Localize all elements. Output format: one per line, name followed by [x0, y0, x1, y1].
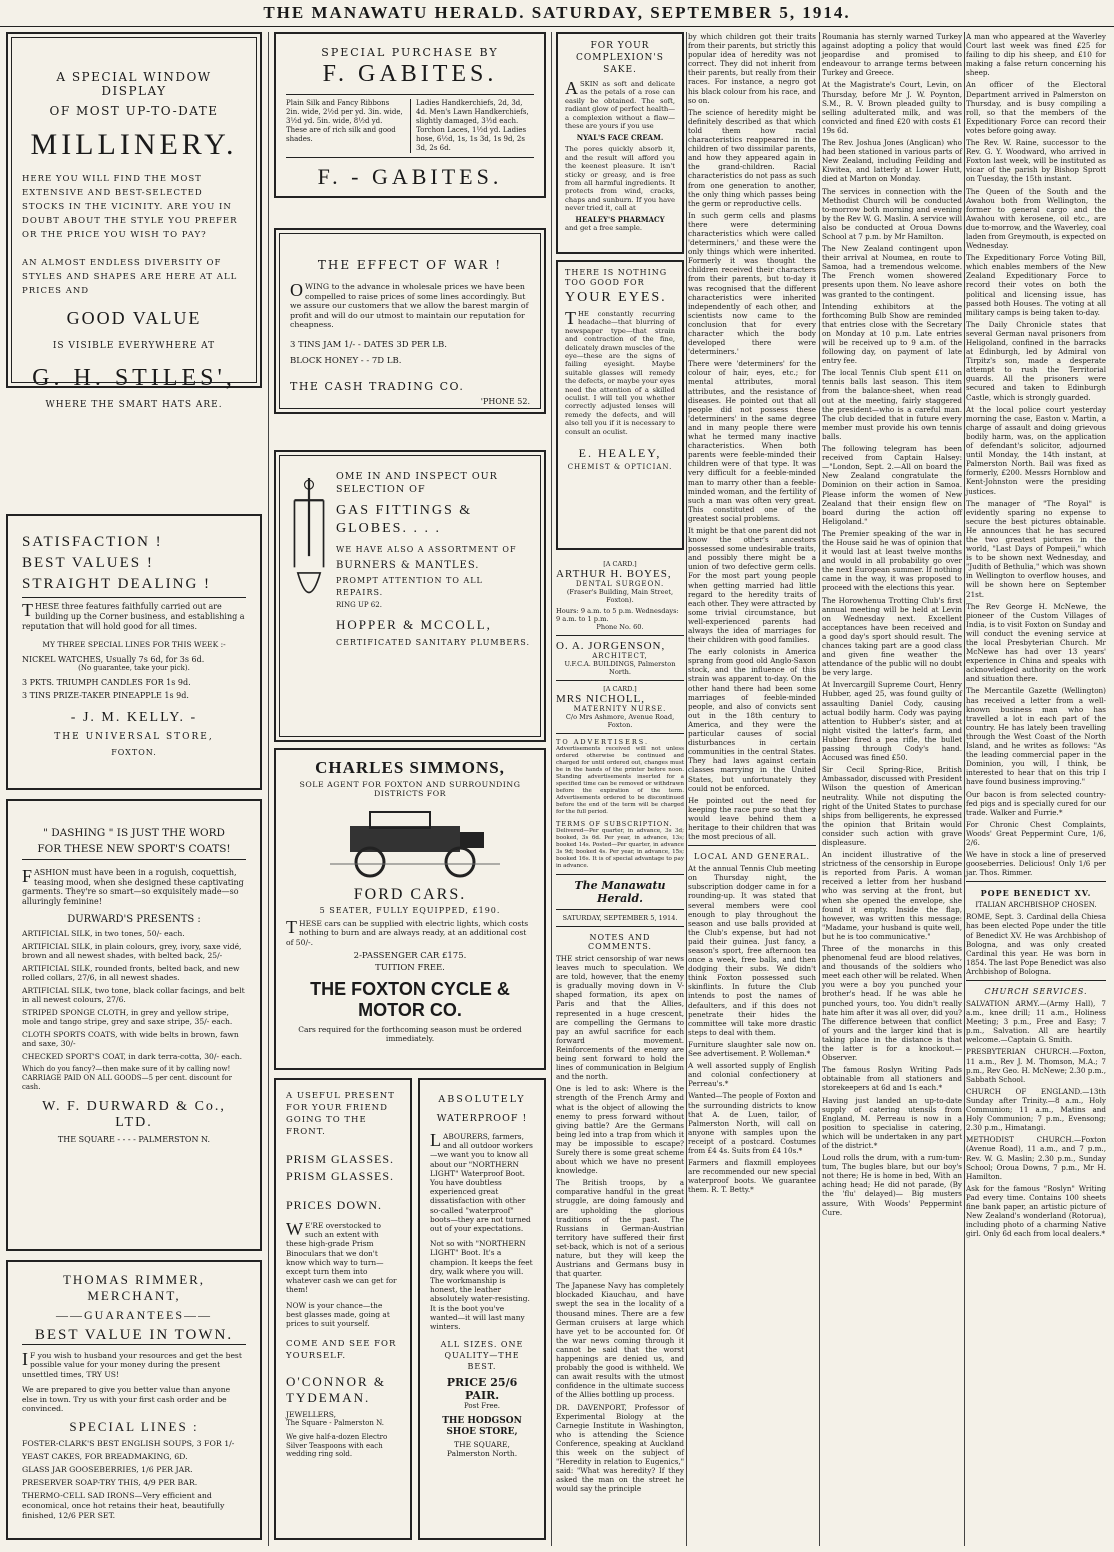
item-list — [22, 1439, 246, 1521]
ad-headline: MILLINERY. — [30, 128, 238, 161]
column-rule — [551, 32, 552, 1546]
paragraph: by which children got their traits from their parents, but strictly this popular idea of heredity was not correct. They did not inherit from their parents, but really from their races. For instance, a negro got his black colour from his race, and so on. — [688, 32, 816, 105]
card-label: [A CARD.] — [603, 685, 637, 693]
list-item: THERMO-CELL SAD IRONS—Very efficient and economical, once hot retains their heat, beautifully finished, 12/6 PER SET. — [22, 1491, 225, 1521]
ad-paragraph: FASHION must have been in a roguish, coquettish, teasing mood, when she designed these captivating garments. They're so smart—so exquisitely made—so alluringly feminine! — [22, 866, 244, 906]
paragraph: At the local police court yesterday morning the case, Easton v. Martin, a charge of assault and doing grievous bodily harm, was, on the application of defendant's solicitor, adjourned until Monday, the 14th instant, at Palmerston North. Bail was fixed as formerly, £200. Messrs Hornblow and Kent-Johnston were the presiding justices. — [966, 404, 1106, 496]
column-4 — [688, 32, 816, 1546]
article-text — [966, 32, 1106, 877]
card-name: ARTHUR H. BOYES, — [556, 568, 672, 580]
paragraph: The Queen of the South and the Awahou both from Wellington, the former to general cargo and the Awahou with kerosene, oil etc., are due to-morrow, and the Waverley, coal laden from Greymouth, is expected on Wednesday. — [966, 186, 1106, 251]
paragraph: The Rev. Joshua Jones (Anglican) who had been stationed in various parts of New Zealand, including Feilding and Kiwitea, and latterly at Lower Hutt, died at Marton on Monday. — [822, 138, 962, 184]
column-rule — [686, 32, 687, 1546]
kelly-ad — [6, 514, 262, 790]
ad-line: The Square - Palmerston N. — [286, 1419, 384, 1428]
paragraph: Having just landed an up-to-date supply of catering utensils from England, M. Perreau is now in a position to specialise in catering, which will be undertaken in any part of the district.* — [822, 1095, 962, 1150]
divider — [556, 635, 684, 636]
paragraph: A well assorted supply of English and colonial confectionery at Perreau's.* — [688, 1061, 816, 1089]
ad-line: PROMPT ATTENTION TO ALL REPAIRS. — [336, 576, 483, 597]
paragraph: A man who appeared at the Waverley Court last week was fined £25 for failing to dip his sheep, and £10 for making a false return concerning his sheep. — [966, 32, 1106, 78]
ad-line: MY THREE SPECIAL LINES FOR THIS WEEK :- — [42, 640, 226, 649]
ad-paragraph: ASKIN as soft and delicate as the petals of a rose can easily be obtained. The soft, radiant glow of perfect health—a complexion without a flaw—these are yours if you use — [565, 78, 675, 131]
paragraph: An incident illustrative of the strictness of the censorship in Europe is reported from Paris. A woman received a letter from her husband who was serving at the front, but when she opened the envelope, she found it empty. Inside the flap, however, was written this message: "Madame, your husband is quite well, but he is too communicative." — [822, 850, 962, 941]
ad-name: O'CONNOR & TYDEMAN. — [286, 1374, 386, 1406]
paragraph: It might be that one parent did not know the other's ancestors possessed some undesirable traits, and possibly there might be a union of two defective germ cells. For the most part young people when getting married had little regard to the heredity traits of each other. They were attracted by some trivial circumstance, but well-experienced parents had always the idea of marriages for their children with good families. — [688, 525, 816, 645]
healey-complexion-ad — [556, 32, 684, 254]
ad-paragraph: IF you wish to husband your resources and get the best possible value for your money during the present unsettled times, TRY US! — [22, 1349, 242, 1379]
paragraph: Intending exhibitors at the forthcoming Bulb Show are reminded that entries close with the Secretary on Monday at 10 p.m. Late entries will be received up to 9 a.m. of the following day, on payment of late entry fee. — [822, 301, 962, 366]
paragraph: Wanted—The people of Foxton and the surrounding districts to know that A. de Luen, tailor, of Palmerston North, will call on anyone with samples upon the receipt of a postcard. Costumes from £4 4s. Suits from £4 10s.* — [688, 1091, 816, 1155]
ad-paragraph: The pores quickly absorb it, and the result will afford you the keenest pleasure. It isn't sticky or greasy, and is free from all harmful ingredients. It protects from wind, cracks, chaps and sunburn. If you have never tried it, call at — [565, 145, 675, 213]
ad-line: SPECIAL PURCHASE BY — [321, 46, 499, 59]
ad-line: THE EFFECT OF WAR ! — [317, 258, 503, 272]
ad-line: YOUR EYES. — [565, 290, 667, 305]
ad-line: PRISM GLASSES. — [286, 1169, 395, 1183]
subheading: ITALIAN ARCHBISHOP CHOSEN. — [975, 901, 1097, 910]
notice-text: Advertisements received will not unless ordered otherwise be continued and charged for until ordered out, changes must be in the hands of the printer before noon. Standing advertisements inserted for a specified time can be removed or withdrawn before the expiration of the term. Advertisements ordered to be discontinued before the end of the term will be charged for the full period. — [556, 746, 684, 815]
section-heading: NOTES AND COMMENTS. — [588, 933, 652, 951]
paragraph: There were 'determiners' for the colour of hair, eyes, etc.; for mental attributes, moral attributes, and the resistance of diseases. He pointed out that all people did not possess these 'determiners' in the same degree and in many people there were what he termed many inactive characteristics. When both parents were feeble-minded their children were of that type. It was very difficult for a feeble-minded man to marry other than a feeble-minded woman, and the fertility of such a man was often very great. This constituted one of the greatest social problems. — [688, 359, 816, 523]
paragraph: The following telegram has been received from Captain Halsey:—"London, Sept. 2.—All on board the New Zealand congratulate the Dominion on their action in Samoa. Please inform the women of New Zealand that their ensign flew on board during the action off Heligoland." — [822, 444, 962, 526]
paragraph: The Expeditionary Force Voting Bill, which enables members of the New Zealand Expeditionary Force to record their votes on both the political and licensing issue, has passed both Houses. The voting at all military camps is being taken to-day. — [966, 253, 1106, 317]
issue-date: SATURDAY, SEPTEMBER 5, 1914. — [562, 914, 678, 922]
paragraph: Sir Cecil Spring-Rice, British Ambassador, discussed with President Wilson the question of American neutrality. While not disputing the right of the United States to purchase ships from belligerents, he expressed the opinion that Britain would consider such action with grave displeasure. — [822, 765, 962, 847]
card-address: U.F.C.A. BUILDINGS, Palmerston North. — [564, 660, 676, 676]
item-list — [22, 929, 246, 1061]
durward-ad — [6, 799, 262, 1251]
list-item: ARTIFICIAL SILK, in two tones, 50/- each. — [22, 929, 185, 939]
ad-line: STRAIGHT DEALING ! — [22, 576, 212, 592]
cash-trading-ad — [274, 228, 546, 414]
card-title: DENTAL SURGEON. — [575, 580, 665, 588]
ad-line: CHEMIST & OPTICIAN. — [567, 463, 673, 472]
paragraph: METHODIST CHURCH.—Foxton (Avenue Road), 11 a.m., and 7 p.m., Rev. W. G. Maslin; 2.30 p.m., Sunday School; Oroua Downs, 7 p.m., Mr H. Hamilton. — [966, 1135, 1106, 1181]
paragraph: Loud rolls the drum, with a rum-tum-tum, The bugles blare, but our boy's not there; He is home in bed, With an aching head; He did not parade, (By the 'flu' delayed)— Big musters assure, With Woods' Peppermint Cure. — [822, 1153, 962, 1217]
notice-heading: TERMS OF SUBSCRIPTION. — [556, 820, 673, 828]
column-rule — [964, 32, 965, 1546]
ad-line: 2-PASSENGER CAR £175. — [353, 951, 467, 962]
ad-line: 'PHONE 52. — [480, 396, 530, 406]
column-2 — [274, 32, 546, 1546]
ad-paragraph: THESE three features faithfully carried out are building up the Corner business, and establishing a reputation that will hold good for all times. — [22, 600, 245, 631]
ad-line: HEALEY'S PHARMACY — [575, 214, 665, 224]
ad-line: and get a free sample. — [565, 223, 643, 232]
divider — [556, 926, 684, 927]
paragraph: The British troops, by a comparative handful in the great struggle, are doing famously and are upholding the glorious traditions of the past. The Russians in German-Austrian territory have suffered their first set-back, which is not of a serious nature, but they will keep the Austrians and Germans busy in that quarter. — [556, 1178, 684, 1279]
ad-name: HOPPER & MCCOLL, — [336, 617, 492, 632]
ad-line: 3 TINS JAM 1/- - DATES 3D PER LB. — [290, 339, 447, 350]
ad-line: THOMAS RIMMER, MERCHANT, — [62, 1272, 206, 1303]
paragraph: We have in stock a line of preserved gooseberries. Delicious! Only 1/6 per jar. Thos. Rimmer. — [966, 850, 1106, 878]
ad-name: CHARLES SIMMONS, — [315, 758, 505, 777]
ad-name: THE CASH TRADING CO. — [290, 379, 465, 393]
paragraph: For Chronic Chest Complaints, Woods' Great Peppermint Cure, 1/6, 2/6. — [966, 819, 1106, 847]
ad-line: OME IN AND INSPECT OUR SELECTION OF — [336, 471, 498, 495]
ad-name: W. F. DURWARD & Co., LTD. — [42, 1099, 226, 1131]
ad-paragraph: OWING to the advance in wholesale prices we have been compelled to raise prices of some lines accordingly. But we assure our customers that we allow the barest margin of profit and will do our utmost to maintain our reputation for cheapness. — [290, 280, 529, 330]
ad-name: F. GABITES. — [322, 61, 498, 87]
card-title: MATERNITY NURSE. — [573, 705, 667, 713]
ad-line: WATERPROOF ! — [436, 1113, 528, 1124]
ad-line: PRICES DOWN. — [286, 1198, 383, 1212]
ad-line: 5 SEATER, FULLY EQUIPPED, £190. — [319, 906, 501, 915]
ad-line: GOOD VALUE — [66, 308, 202, 328]
paragraph: The Japanese Navy has completely blockaded Kiauchau, and have swept the sea in the locality of a thousand mines. There are a few German cruisers at large which have yet to be accounted for. Of the war news coming through it cannot be said that the worst happenings are denied us, and probably the good is withheld. We can await results with the utmost confidence in the ultimate success of the Allies bottling up process. — [556, 1281, 684, 1400]
ad-paragraph: HERE YOU WILL FIND THE MOST EXTENSIVE AND BEST-SELECTED STOCKS IN THE VICINITY. ARE YOU IN DOUBT ABOUT THE STYLE YOU PREFER OR THE PRICE YOU WISH TO PAY? — [22, 174, 238, 240]
article-text — [556, 954, 684, 1493]
paragraph: The early colonists in America sprang from good old Anglo-Saxon stock, and the influence of this strain was apparent to-day. On the other hand there had been some marriages of feeble-minded people, and also of convicts sent out in the 18th century to America, and they were the particular causes of social disturbances in certain communities in the central States. They had laws against certain classes marrying in the United States, but unfortunately they could not be enforced. — [688, 647, 816, 793]
ad-line: THE SQUARE - - - - PALMERSTON N. — [57, 1135, 211, 1145]
stiles-millinery-ad — [6, 32, 262, 410]
article-text: ROME, Sept. 3. Cardinal della Chiesa has been elected Pope under the title of Benedict XV. He was Archbishop of Bologna, and was only created Cardinal this year. He was born in 1854. The last Pope Benedict was also Archbishop of Bologna. — [966, 912, 1106, 976]
list-item: YEAST CAKES, FOR BREADMAKING, 6D. — [22, 1452, 188, 1462]
ad-line: 3 TINS PRIZE-TAKER PINEAPPLE 1s 9d. — [22, 691, 189, 700]
ad-paragraph: Ladies Handkerchiefs, 2d, 3d, 4d. Men's Lawn Handkerchiefs, slightly damaged, 3½d each. Torchon Laces, 1½d yd. Ladies hose, 6½d, 1s, 1s 3d, 1s 9d, 2s 3d, 2s 6d. — [410, 99, 534, 153]
section-heading: POPE BENEDICT XV. — [980, 888, 1092, 899]
list-item: ARTIFICIAL SILK, in plain colours, grey, ivory, saxe vidé, brown and all newest shades, with belted back, 25/- — [22, 941, 242, 961]
paragraph: Furniture slaughter sale now on. See advertisement. P. Wolleman.* — [688, 1039, 816, 1059]
ad-line: THE UNIVERSAL STORE, — [54, 732, 214, 742]
ad-line: Post Free. — [464, 1402, 500, 1411]
ad-line: Cars required for the forthcoming season must be ordered immediately. — [298, 1025, 522, 1044]
ad-line: " DASHING " IS JUST THE WORD — [43, 827, 225, 839]
ad-line: WE HAVE ALSO A ASSORTMENT OF — [336, 545, 517, 554]
divider — [556, 909, 684, 910]
healey-eyes-ad — [556, 260, 684, 550]
two-column-box — [286, 94, 534, 158]
column-6 — [966, 32, 1106, 1546]
column-rule — [819, 32, 820, 1546]
ad-line: OF MOST UP-TO-DATE — [49, 104, 219, 118]
paragraph: Three of the monarchs in this phenomenal feud are blood relatives, and thousands of the soldiers who meet each other will be related. When you were a boy you punched your brother's head. If he was able he punched yours, too. You didn't really hate him after it was all over, did you? The difference between that conflict of yours and the larger kind that is taking place in the distance is that the latter is for a knockout.—Observer. — [822, 944, 962, 1063]
ad-paragraph: AN ALMOST ENDLESS DIVERSITY OF STYLES AND SHAPES ARE HERE AT ALL PRICES AND — [22, 258, 238, 296]
ad-line: COME AND SEE FOR YOURSELF. — [286, 1339, 397, 1362]
list-item: FOSTER-CLARK'S BEST ENGLISH SOUPS, 3 FOR 1/- — [22, 1439, 235, 1449]
paragraph: One is led to ask: Where is the strength of the French Army and what is the object of allowing the enemy to press forward without giving battle? Are the Germans being led into a trap from which it may be impossible to escape? Surely there is some great scheme about which we have no present knowledge. — [556, 1084, 684, 1176]
ad-line: NYAL'S FACE CREAM. — [576, 133, 664, 143]
card-label: [A CARD.] — [603, 560, 637, 568]
ad-paragraph: THESE cars can be supplied with electric lights, which costs nothing to burn and are always ready, at an additional cost of 50/-. — [286, 917, 529, 947]
ad-paragraph: Which do you fancy?—then make sure of it by calling now! CARRIAGE PAID ON ALL GOODS—5 per cent. discount for cash. — [22, 1065, 232, 1091]
ad-line: TUITION FREE. — [375, 963, 445, 974]
paragraph: DR. DAVENPORT, Professor of Experimental Biology at the Carnegie Institute in Washington, who is attending the Science Conference, speaking at Auckland this week on the subject of "Heredity in relation to Eugenics," said: "What was heredity? If they asked the man on the street he would say the principle — [556, 1402, 684, 1494]
paragraph: The services in connection with the Methodist Church will be conducted to-morrow both morning and evening by the Rev W. G. Maslin. A service will also be conducted at Oroua Downs School at 7 p.m. by Mr Hamilton. — [822, 186, 962, 241]
card-name: O. A. JORGENSON, — [556, 640, 666, 652]
card-phone: Phone No. 60. — [596, 623, 644, 631]
ad-line: ——GUARANTEES—— — [56, 1308, 212, 1322]
paragraph: Roumania has sternly warned Turkey against adopting a policy that would jeopardise and promised to endeavour to arrange terms between Turkey and Greece. — [822, 32, 962, 78]
section-heading: CHURCH SERVICES. — [984, 987, 1088, 996]
list-item: CLOTH SPORTS COATS, with wide belts in brown, fawn and saxe, 30/- — [22, 1029, 239, 1049]
paragraph: The Rev George H. McNewe, the pioneer of the Custom Villages of India, is to visit Foxton on Sunday and will conduct the evening service at the local Presbyterian Church. Mr McNewe has had over 13 years' experience in China and speaks with acknowledged authority on the work and situation there. — [966, 601, 1106, 684]
ad-line: FOR THESE NEW SPORT'S COATS! — [22, 843, 246, 860]
ad-name: THE HODGSON SHOE STORE, — [442, 1416, 522, 1438]
notice-text: Delivered—Per quarter, in advance, 3s 3d; booked, 3s 6d. Per year, in advance, 13s; booked 14s. Posted—Per quarter, in advance 3s 9d; booked 4s. Per year, in advance, 15s; booked 16s. It is of special advantage to pay in advance. — [556, 828, 684, 869]
paragraph: THE strict censorship of war news leaves much to speculation. We are told, however, that the enemy is gradually moving down in V-shaped formation, its apex on Paris and that the Allies, represented in a huge crescent, are compelling the Germans to pay an awful sacrifice for each forward movement. Reinforcements of the enemy are being sent forward to hold the lines of communication in Belgium and the north. — [556, 954, 684, 1082]
column-5 — [822, 32, 962, 1546]
column-1 — [6, 32, 262, 1546]
paragraph: SALVATION ARMY.—(Army Hall), 7 a.m., knee drill; 11 a.m., Holiness Meeting; 3 p.m., Free and Easy; 7 p.m., Salvation. All are heartily welcome.—Captain G. Smith. — [966, 999, 1106, 1045]
section-heading: LOCAL AND GENERAL. — [693, 852, 811, 862]
column-rule — [268, 32, 269, 1546]
ad-line: JEWELLERS, — [286, 1410, 337, 1420]
paragraph: In such germ cells and plasms there were determining characteristics which were called 'determiners,' and these were the only things which were inherited. Formerly it was thought the children received their characters from their parents, but to-day it was recognised that the different characteristics were inherited independently of each other, and scientists now came to the conclusion that for every character which the body developed there were 'determiners.' — [688, 210, 816, 357]
ad-paragraph: LABOURERS, farmers, and all outdoor workers—we want you to know all about our "NORTHERN LIGHT" Waterproof Boot. You have doubtless experienced great dissatisfaction with other so-called "waterproof" boots—they are not turned out of your expectations. — [430, 1130, 533, 1234]
paragraph: He pointed out the need for keeping the race pure so that they would leave behind them a heritage to their children that was the most precious of all. — [688, 795, 816, 842]
paragraph: Ask for the famous "Roslyn" Writing Pad every time. Contains 100 sheets fine bank paper, an artistic picture of New Zealand's wonderland (Rotorua), including photo of a charming Native girl. Only 6d each from local dealers.* — [966, 1183, 1106, 1239]
ad-line: FORD CARS. — [353, 886, 467, 903]
paragraph: The Rev. W. Raine, successor to the Rev. G. Y. Woodward, who arrived in Foxton last week, will be instituted as vicar of the parish by Bishop Sprott on Tuesday, the 15th instant. — [966, 138, 1106, 184]
ad-name: - J. M. KELLY. - — [70, 710, 198, 725]
paragraph: CHURCH OF ENGLAND.—13th Sunday after Trinity.—8 a.m., Holy Communion; 11 a.m., Matins and Holy Communion; 7 p.m., Evensong; 2.30 p.m., Himatangi. — [966, 1086, 1106, 1133]
list-item: STRIPED SPONGE CLOTH, in grey and yellow stripe, mole and tango stripe, grey and saxe stripe, 35/- each. — [22, 1007, 233, 1027]
list-item: PRESERVER SOAP-TRY THIS, 4/9 PER BAR. — [22, 1478, 198, 1488]
divider — [22, 597, 246, 598]
gabites-ad — [274, 32, 546, 198]
card-title: ARCHITECT, — [592, 652, 648, 660]
ad-line: FOXTON. — [111, 748, 157, 757]
list-item: GLASS JAR GOOSEBERRIES, 1/6 PER JAR. — [22, 1465, 193, 1475]
divider — [966, 881, 1106, 882]
ad-paragraph: Not so with "NORTHERN LIGHT" Boot. It's a champion. It keeps the feet dry, walk where you will. The workmanship is honest, the leather absolutely water-resisting. It is the boot you've wanted—it will last many winters. — [430, 1239, 533, 1332]
ad-line: IS VISIBLE EVERYWHERE AT — [52, 341, 216, 351]
article-text — [822, 32, 962, 1217]
ad-line: BEST VALUES ! — [22, 555, 154, 571]
column-3 — [556, 32, 684, 1546]
article-text — [688, 32, 816, 841]
ad-line: BLOCK HONEY - - 7D LB. — [290, 355, 402, 366]
ad-name: THE FOXTON CYCLE & MOTOR CO. — [310, 979, 510, 1021]
hodgson-shoe-ad — [418, 1078, 546, 1540]
list-item: CHECKED SPORT'S COAT, in dark terra-cotta, 30/- each. — [22, 1051, 243, 1061]
paragraph: The New Zealand contingent upon their arrival at Noumea, en route to Samoa, had a tremendous welcome. The French women showered presents upon them. No leave ashore was granted to the contingent. — [822, 244, 962, 299]
paragraph: The science of heredity might be definitely described as that which told them how racial characteristics reappeared in the children of two dissimilar parents, and how they appeared again in the grand-children. Racial characteristics do not pass as such from one generation to another, the only thing which passes being the germ or reproductive cells. — [688, 107, 816, 208]
paragraph: The manager of "The Royal" is evidently sparing no expense to secure the best pictures obtainable. He announces that he has secured the two greatest pictures in the world, "Last Days of Pompeii," which is to be shown next Wednesday, and "Judith of Bethulia," which was shown in Wellington to overflow houses, and will be shown here on September 21st. — [966, 498, 1106, 599]
card-hours: Hours: 9 a.m. to 5 p.m. Wednesdays: 9 a.m. to 1 p.m. — [556, 607, 679, 623]
paragraph: At Invercargill Supreme Court, Henry Hubber, aged 25, was found guilty of assaulting Daniel Cody, causing actual bodily harm. Cody was paying attention to Hubber's sister, and at night visited the latter's farm, and Hubber fired a pea rifle, the bullet passing through Cody's hand. Accused was fined £50. — [822, 680, 962, 763]
ad-paragraph: We are prepared to give you better value than anyone else in town. Try us with your first cash order and be convinced. — [22, 1385, 231, 1414]
ad-line: Palmerston North. — [446, 1449, 518, 1459]
ad-paragraph: Plain Silk and Fancy Ribbons 2in. wide, 2½d per yd. 3in. wide, 3½d yd. 5in. wide, 8½d yd. These are of rich silk and good shades. — [286, 99, 403, 143]
card-name: MRS NICHOLL, — [556, 693, 646, 705]
ford-car-icon — [310, 802, 510, 882]
ad-paragraph: We give half-a-dozen Electro Silver Teaspoons with each wedding ring sold. — [286, 1433, 388, 1459]
divider — [688, 845, 816, 846]
hopper-mccoll-ad — [274, 450, 546, 742]
ad-line: BEST VALUE IN TOWN. — [22, 1327, 246, 1345]
ad-line: THERE IS NOTHING TOO GOOD FOR — [565, 268, 668, 287]
article-text — [966, 999, 1106, 1238]
ad-line: THE SQUARE, — [454, 1440, 510, 1450]
ad-line: BURNERS & MANTLES. — [336, 560, 480, 571]
divider — [966, 980, 1106, 981]
divider — [556, 733, 684, 734]
ad-line: (No guarantee, take your pick). — [78, 664, 190, 672]
ad-line: NICKEL WATCHES, Usually 7s 6d, for 3s 6d. — [22, 655, 205, 664]
divider — [556, 874, 684, 875]
ad-line: FOR YOUR COMPLEXION'S SAKE. — [576, 41, 664, 75]
ad-line: GAS FITTINGS & GLOBES. . . . — [336, 503, 473, 536]
card-address: (Fraser's Building, Main Street, Foxton). — [566, 588, 674, 604]
ad-name: E. HEALEY, — [578, 446, 662, 461]
ad-price: PRICE 25/6 PAIR. — [446, 1376, 518, 1403]
ad-line: ABSOLUTELY — [438, 1094, 526, 1105]
ad-line: DURWARD'S PRESENTS : — [67, 914, 201, 926]
ad-name: F. - GABITES. — [317, 164, 503, 189]
ad-line: PRISM GLASSES. — [286, 1152, 395, 1166]
oconnor-tydeman-ad — [274, 1078, 412, 1540]
paragraph: The Horowhenua Trotting Club's first annual meeting will be held at Levin on Wednesday next. Excellent acceptances have been received and a good day's sport should result. The chances taking part are a good class and given fine weather the attendance of the public will no doubt be very large. — [822, 595, 962, 678]
ad-paragraph: THE constantly recurring headache—that blurring of newspaper type—that strain and contraction of the fine, delicately drawn muscles of the eye—these are the signs of failing eyesight. Maybe suitable glasses will remedy the defects, or maybe your eyes need the attention of a skilled oculist. I will tell you whether correctly adjusted lenses will remedy the defects, and will also tell you if it is necessary to consult an oculist. — [565, 308, 676, 436]
list-item: ARTIFICIAL SILK, rounded fronts, belted back, and new rolled collars, 27/6, in all newest shades. — [22, 963, 240, 983]
paragraph: At the annual Tennis Club meeting on Thursday night, the subscription dodger came in for a rounding-up. It was stated that several members were cool enough to play throughout the season and use balls provided at the Club's expense, but had not paid their guinea. Just fancy, a season's sport, free afternoon tea once a week, free balls, and then dodging their subs. We didn't think Foxton possessed such skinflints. In future the Club intends to post the names of defaulters, and if this does not penetrate their hides the committee will take more drastic steps to deal with them. — [688, 864, 816, 1037]
ad-line: SATISFACTION ! — [22, 534, 163, 550]
paragraph: The local Tennis Club spent £11 on tennis balls last season. This item from the balance-sheet, when read out at the meeting, fairly staggered the president—who is a careful man. The club decided that in future every member must provide his own tennis balls. — [822, 368, 962, 441]
ad-name: G. H. STILES', — [32, 365, 236, 391]
paragraph: Farmers and flaxmill employees are recommended our new special waterproof boots. We guarantee them. R. T. Betty.* — [688, 1158, 816, 1195]
professional-cards — [556, 560, 684, 1496]
simmons-ford-ad — [274, 748, 546, 1070]
article-text — [688, 864, 816, 1194]
ad-line: RING UP 62. — [336, 601, 382, 609]
lamp-fitting-icon — [290, 470, 328, 620]
divider — [556, 680, 684, 681]
paragraph: The famous Roslyn Writing Pads obtainable from all stationers and storekeepers at 6d and 1s each.* — [822, 1065, 962, 1093]
paragraph: The Daily Chronicle states that several German naval prisoners from Heligoland, confined in the barracks at Edinburgh, led by Admiral von Tirpitz's son, made a desperate attempt to rush the Territorial guards. All the prisoners were secured and taken to Edinburgh Castle, which is strongly guarded. — [966, 319, 1106, 402]
paragraph: PRESBYTERIAN CHURCH.—Foxton, 11 a.m., Rev J. M. Thomson, M.A.; 7 p.m., Rev Geo. H. McNewe; 2.30 p.m., Sabbath School. — [966, 1047, 1106, 1084]
paragraph: Our bacon is from selected country-fed pigs and is specially cured for our trade. Walker and Furrie.* — [966, 789, 1106, 817]
paragraph: The Mercantile Gazette (Wellington) has received a letter from a well-known business man who has travelled a lot in each part of the country. He has lately been travelling through the West Coast of the North Island, and he writes as follows: "As the leading commercial paper in the Dominion, you will, I think, be interested to hear that on this trip I have found business improving." — [966, 686, 1106, 787]
paragraph: An officer of the Electoral Department arrived in Palmerston on Thursday, and is busy compiling a roll, so that the members of the Expeditionary Force can record their votes before going away. — [966, 80, 1106, 135]
notice-heading: TO ADVERTISERS. — [556, 738, 650, 746]
ad-line: SPECIAL LINES : — [69, 1419, 199, 1435]
masthead: THE MANAWATU HERALD. SATURDAY, SEPTEMBER 5, 1914. — [0, 0, 1114, 27]
newspaper-title: The Manawatu Herald. — [574, 879, 666, 905]
rimmer-ad — [6, 1260, 262, 1540]
card-address: C/o Mrs Ashmore, Avenue Road, Foxton. — [565, 713, 675, 729]
ad-line: CERTIFICATED SANITARY PLUMBERS. — [336, 638, 531, 647]
ad-line: A USEFUL PRESENT FOR YOUR FRIEND GOING TO THE FRONT. — [286, 1091, 395, 1137]
ad-paragraph: WE'RE overstocked to such an extent with these high-grade Prism Binoculars that we don't know which way to turn—except turn them into whatever cash we can get for them! — [286, 1219, 397, 1295]
ad-line: A SPECIAL WINDOW DISPLAY — [56, 70, 212, 98]
ad-line: SOLE AGENT FOR FOXTON AND SURROUNDING DISTRICTS FOR — [299, 780, 521, 798]
ad-tagline: WHERE THE SMART HATS ARE. — [45, 400, 223, 410]
ad-line: ALL SIZES. ONE QUALITY—THE BEST. — [440, 1340, 524, 1372]
list-item: ARTIFICIAL SILK, two tone, black collar facings, and belt in all newest colours, 27/6. — [22, 985, 245, 1005]
paragraph: At the Magistrate's Court, Levin, on Thursday, before Mr J. W. Poynton, S.M., R. V. Brown pleaded guilty to selling adulterated milk, and was convicted and fined £20 with costs £1 19s 6d. — [822, 80, 962, 135]
ad-paragraph: NOW is your chance—the best glasses made, going at prices to suit yourself. — [286, 1300, 390, 1329]
ad-line: 3 PKTS. TRIUMPH CANDLES FOR 1s 9d. — [22, 678, 191, 687]
paragraph: The Premier speaking of the war in the House said he was of opinion that it would last at least twelve months and would in all probability go over the next European summer. If nothing came in the way, it was proposed to proceed with the elections this year. — [822, 528, 962, 593]
